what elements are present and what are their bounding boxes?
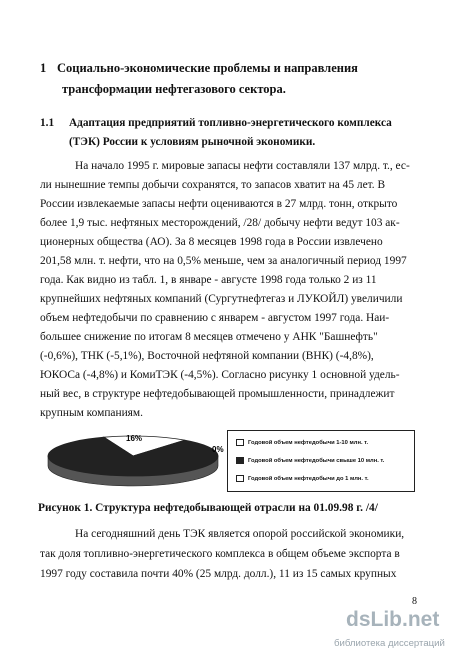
legend-swatch-white bbox=[236, 475, 244, 482]
paragraph-line: объем нефтедобычи по сравнению с январем - августом 1997 года. Наи- bbox=[40, 312, 390, 324]
paragraph-line: так доля топливно-энергетического комплекса в общем объеме экспорта в bbox=[40, 548, 400, 560]
legend-swatch-white bbox=[236, 439, 244, 446]
data-label-16: 16% bbox=[126, 434, 143, 443]
watermark-subtitle: библиотека диссертаций bbox=[334, 638, 445, 649]
paragraph-line: ный вес, в структуре нефтедобывающей промышленности, принадлежит bbox=[40, 388, 395, 400]
paragraph-line: ЮКОСа (-4,8%) и КомиТЭК (-4,5%). Согласно рисунку 1 основной удель- bbox=[40, 369, 400, 381]
legend-label: Годовой объем нефтедобычи до 1 млн. т. bbox=[248, 476, 369, 483]
pie-chart-svg bbox=[38, 426, 228, 492]
data-label-0: 0% bbox=[212, 445, 224, 454]
figure-caption: Рисунок 1. Структура нефтедобывающей отрасли на 01.09.98 г. /4/ bbox=[38, 502, 378, 514]
legend-swatch-black bbox=[236, 457, 244, 464]
chapter-title-line-1: Социально-экономические проблемы и направления bbox=[57, 61, 358, 75]
page-number: 8 bbox=[412, 596, 417, 607]
paragraph-line: России извлекаемые запасы нефти оцениваются в 27 млрд. тонн, открыто bbox=[40, 198, 398, 210]
legend-item bbox=[236, 475, 369, 482]
section-number: 1.1 bbox=[40, 117, 55, 129]
paragraph-line: На начало 1995 г. мировые запасы нефти составляли 137 млрд. т., ес- bbox=[75, 160, 410, 172]
paragraph-line: года. Как видно из табл. 1, в январе - августе 1998 года только 2 из 11 bbox=[40, 274, 377, 286]
paragraph-line: 201,58 млн. т. нефти, что на 0,5% меньше, чем за аналогичный период 1997 bbox=[40, 255, 407, 267]
legend-label: Годовой объем нефтедобычи 1-10 млн. т. bbox=[248, 440, 369, 447]
paragraph-line: ционерных общества (АО). За 8 месяцев 1998 года в России извлечено bbox=[40, 236, 383, 248]
paragraph-line: более 1,9 тыс. нефтяных месторождений, /28/ добычу нефти ведут 103 ак- bbox=[40, 217, 400, 229]
paragraph-line: крупнейших нефтяных компаний (Сургутнефтегаз и ЛУКОЙЛ) увеличили bbox=[40, 293, 403, 305]
watermark bbox=[334, 608, 446, 658]
watermark-logo: dsLib.net bbox=[346, 608, 440, 631]
paragraph-line: 1997 году составила почти 40% (25 млрд. долл.), 11 из 15 самых крупных bbox=[40, 568, 397, 580]
section-title-line-1: Адаптация предприятий топливно-энергетического комплекса bbox=[69, 117, 392, 129]
chart-legend bbox=[227, 430, 415, 492]
paragraph-line: большее снижение по итогам 8 месяцев отмечено у АНК "Башнефть" bbox=[40, 331, 378, 343]
chapter-title-line-2: трансформации нефтегазового сектора. bbox=[62, 82, 286, 96]
legend-item bbox=[236, 457, 384, 464]
paragraph-line: ли нынешние темпы добычи сохранятся, то запасов хватит на 45 лет. В bbox=[40, 179, 386, 191]
paragraph-line: крупным компаниям. bbox=[40, 407, 143, 419]
paragraph-line: На сегодняшний день ТЭК является опорой российской экономики, bbox=[75, 528, 405, 540]
chapter-number: 1 bbox=[40, 61, 47, 75]
paragraph-line: (-0,6%), ТНК (-5,1%), Восточной нефтяной компании (ВНК) (-4,8%), bbox=[40, 350, 374, 362]
section-title-line-2: (ТЭК) России к условиям рыночной экономики. bbox=[69, 136, 316, 148]
legend-label: Годовой объем нефтедобычи свыше 10 млн. т. bbox=[248, 458, 385, 465]
legend-item bbox=[236, 439, 368, 446]
